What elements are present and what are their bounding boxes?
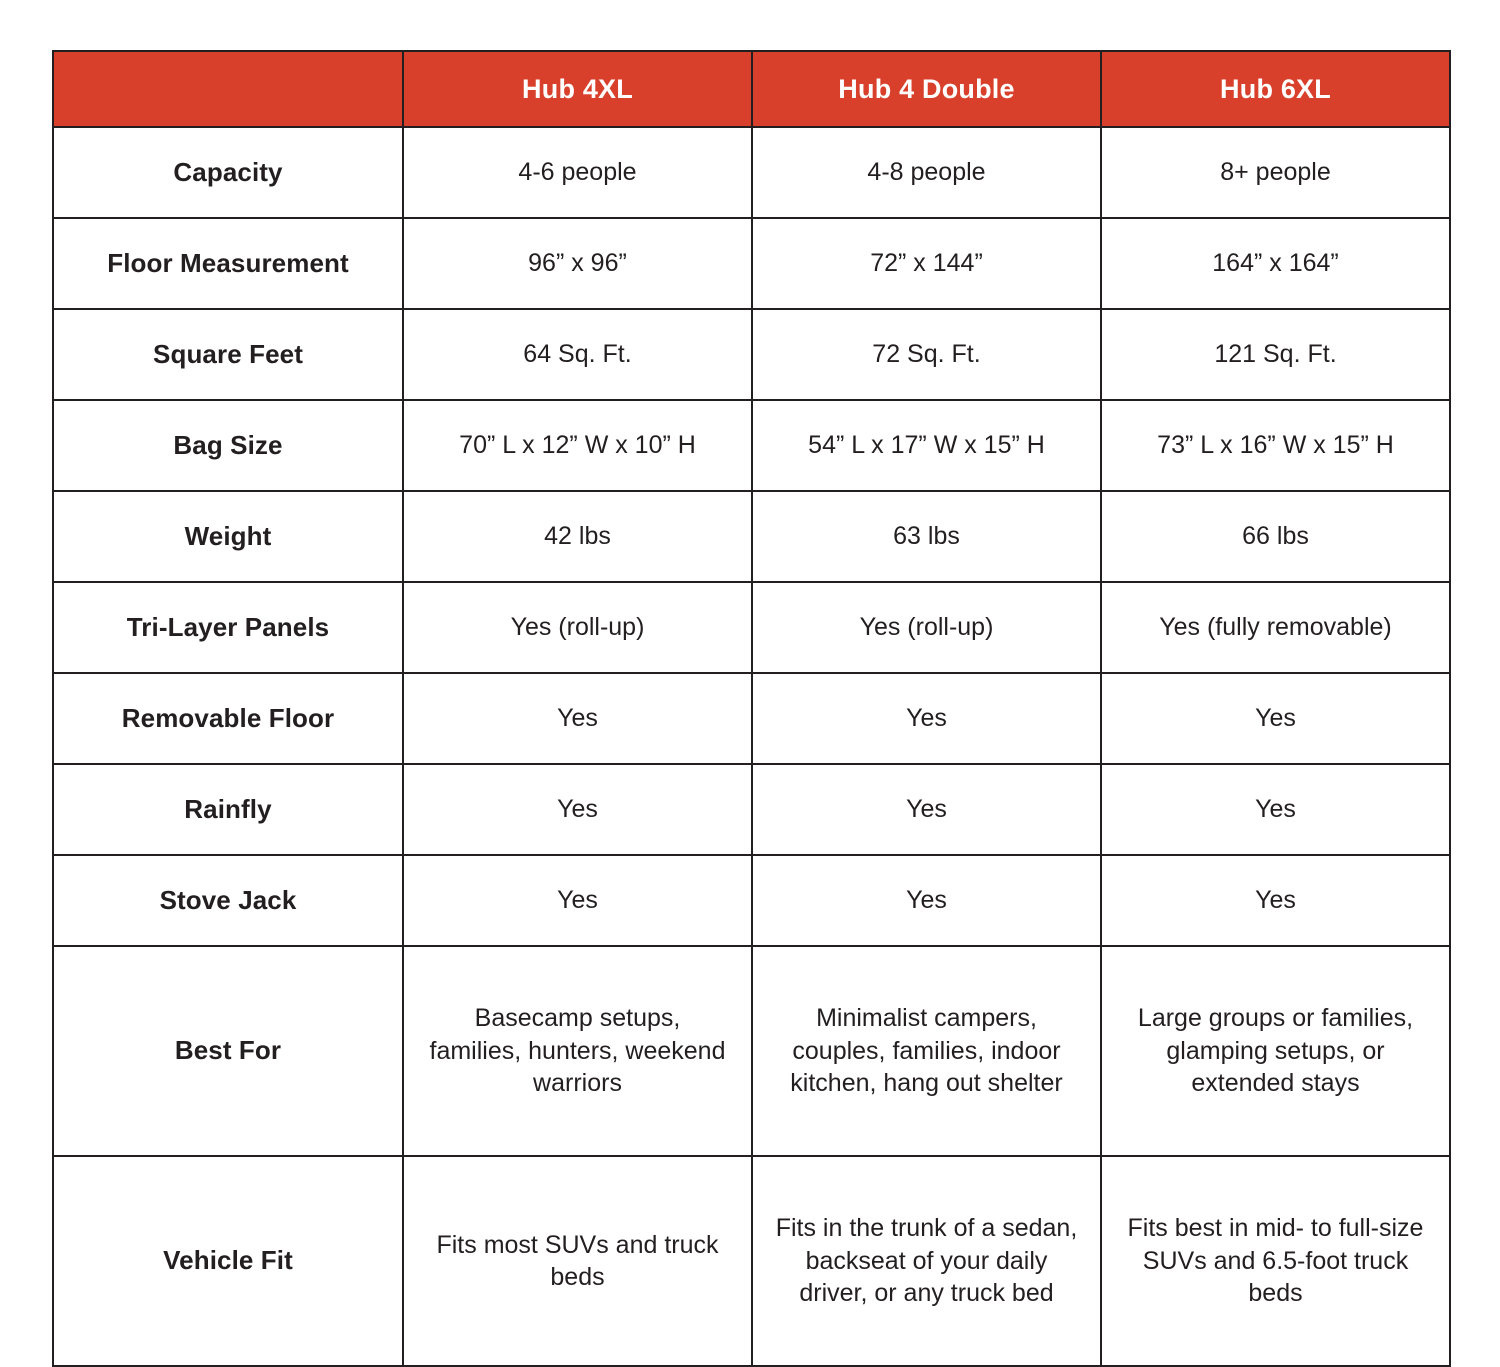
row-label-rainfly: Rainfly xyxy=(53,764,403,855)
cell-weight-hub-6xl: 66 lbs xyxy=(1101,491,1450,582)
cell-rainfly-hub-6xl: Yes xyxy=(1101,764,1450,855)
table-row xyxy=(53,400,1450,491)
cell-removable-floor-hub-6xl: Yes xyxy=(1101,673,1450,764)
cell-best-for-hub-4xl: Basecamp setups, families, hunters, weekend warriors xyxy=(403,946,752,1156)
cell-square-feet-hub-6xl: 121 Sq. Ft. xyxy=(1101,309,1450,400)
table-row xyxy=(53,127,1450,218)
cell-capacity-hub-4-double: 4-8 people xyxy=(752,127,1101,218)
cell-weight-hub-4-double: 63 lbs xyxy=(752,491,1101,582)
column-header-hub-4xl: Hub 4XL xyxy=(403,51,752,127)
table-row xyxy=(53,946,1450,1156)
row-label-vehicle-fit: Vehicle Fit xyxy=(53,1156,403,1366)
cell-square-feet-hub-4-double: 72 Sq. Ft. xyxy=(752,309,1101,400)
header-row xyxy=(53,51,1450,127)
cell-capacity-hub-4xl: 4-6 people xyxy=(403,127,752,218)
cell-removable-floor-hub-4xl: Yes xyxy=(403,673,752,764)
row-label-bag-size: Bag Size xyxy=(53,400,403,491)
cell-best-for-hub-4-double: Minimalist campers, couples, families, indoor kitchen, hang out shelter xyxy=(752,946,1101,1156)
column-header-hub-6xl: Hub 6XL xyxy=(1101,51,1450,127)
product-comparison-table xyxy=(52,50,1451,1367)
table-row xyxy=(53,855,1450,946)
row-label-stove-jack: Stove Jack xyxy=(53,855,403,946)
cell-tri-layer-panels-hub-4-double: Yes (roll-up) xyxy=(752,582,1101,673)
table-body xyxy=(53,127,1450,1366)
header-corner-cell xyxy=(53,51,403,127)
table-row xyxy=(53,491,1450,582)
cell-rainfly-hub-4-double: Yes xyxy=(752,764,1101,855)
cell-bag-size-hub-6xl: 73” L x 16” W x 15” H xyxy=(1101,400,1450,491)
cell-tri-layer-panels-hub-4xl: Yes (roll-up) xyxy=(403,582,752,673)
cell-best-for-hub-6xl: Large groups or families, glamping setups, or extended stays xyxy=(1101,946,1450,1156)
cell-floor-measurement-hub-4-double: 72” x 144” xyxy=(752,218,1101,309)
table-row xyxy=(53,309,1450,400)
cell-capacity-hub-6xl: 8+ people xyxy=(1101,127,1450,218)
row-label-removable-floor: Removable Floor xyxy=(53,673,403,764)
cell-stove-jack-hub-6xl: Yes xyxy=(1101,855,1450,946)
cell-floor-measurement-hub-4xl: 96” x 96” xyxy=(403,218,752,309)
table-row xyxy=(53,764,1450,855)
table-row xyxy=(53,218,1450,309)
cell-rainfly-hub-4xl: Yes xyxy=(403,764,752,855)
table-header xyxy=(53,51,1450,127)
cell-vehicle-fit-hub-4-double: Fits in the trunk of a sedan, backseat of your daily driver, or any truck bed xyxy=(752,1156,1101,1366)
table-row xyxy=(53,673,1450,764)
cell-stove-jack-hub-4xl: Yes xyxy=(403,855,752,946)
cell-tri-layer-panels-hub-6xl: Yes (fully removable) xyxy=(1101,582,1450,673)
cell-bag-size-hub-4xl: 70” L x 12” W x 10” H xyxy=(403,400,752,491)
row-label-floor-measurement: Floor Measurement xyxy=(53,218,403,309)
row-label-best-for: Best For xyxy=(53,946,403,1156)
row-label-weight: Weight xyxy=(53,491,403,582)
cell-vehicle-fit-hub-6xl: Fits best in mid- to full-size SUVs and 6.5-foot truck beds xyxy=(1101,1156,1450,1366)
row-label-square-feet: Square Feet xyxy=(53,309,403,400)
cell-square-feet-hub-4xl: 64 Sq. Ft. xyxy=(403,309,752,400)
table-row xyxy=(53,1156,1450,1366)
cell-floor-measurement-hub-6xl: 164” x 164” xyxy=(1101,218,1450,309)
column-header-hub-4-double: Hub 4 Double xyxy=(752,51,1101,127)
cell-stove-jack-hub-4-double: Yes xyxy=(752,855,1101,946)
table-row xyxy=(53,582,1450,673)
cell-weight-hub-4xl: 42 lbs xyxy=(403,491,752,582)
cell-bag-size-hub-4-double: 54” L x 17” W x 15” H xyxy=(752,400,1101,491)
row-label-capacity: Capacity xyxy=(53,127,403,218)
cell-removable-floor-hub-4-double: Yes xyxy=(752,673,1101,764)
cell-vehicle-fit-hub-4xl: Fits most SUVs and truck beds xyxy=(403,1156,752,1366)
row-label-tri-layer-panels: Tri-Layer Panels xyxy=(53,582,403,673)
